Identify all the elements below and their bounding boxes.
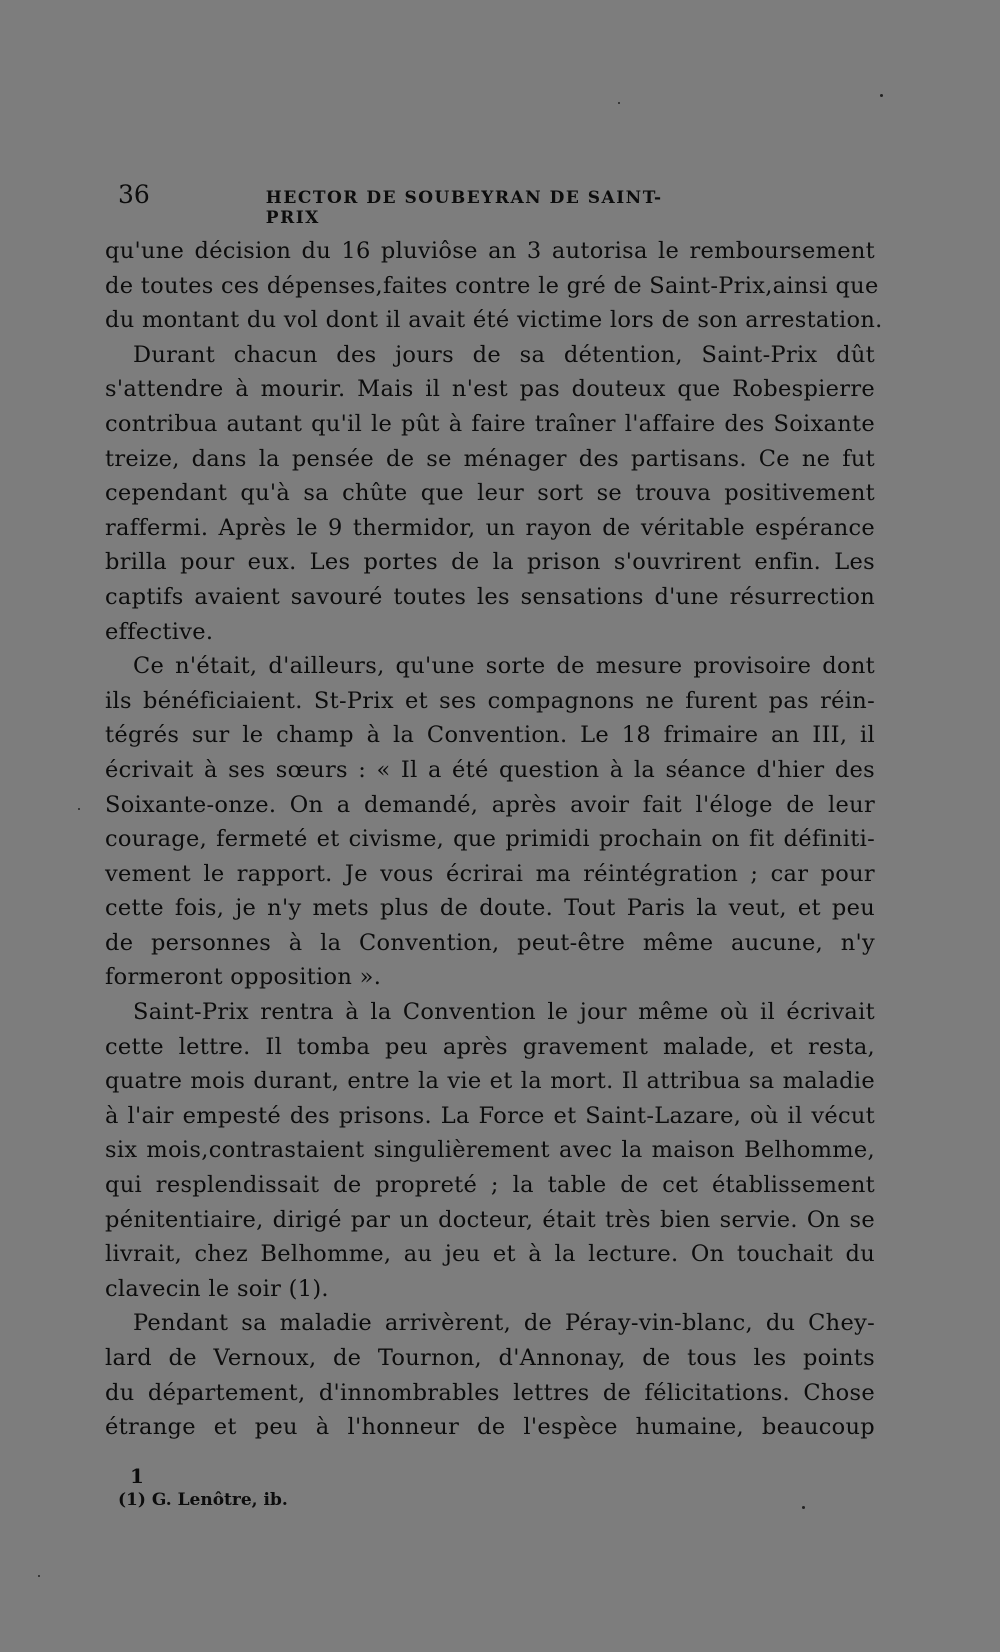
text-line: vement le rapport. Je vous écrirai ma réintégration ; car pour [105,860,875,887]
text-line: s'attendre à mourir. Mais il n'est pas douteux que Robespierre [105,376,875,403]
text-line: cependant qu'à sa chûte que leur sort se trouva positivement [105,480,875,507]
text-line: cette fois, je n'y mets plus de doute. Tout Paris la veut, et peu [105,895,875,922]
dust-speck [618,102,620,104]
text-line: livrait, chez Belhomme, au jeu et à la lecture. On touchait du [105,1241,875,1268]
text-line: écrivait à ses sœurs : « Il a été question à la séance d'hier des [105,756,875,783]
text-line: treize, dans la pensée de se ménager des partisans. Ce ne fut [105,445,875,472]
text-line: ils bénéficiaient. St-Prix et ses compagnons ne furent pas réin- [105,687,875,714]
dust-speck [802,1506,805,1509]
text-line: qu'une décision du 16 pluviôse an 3 autorisa le remboursement [105,238,875,264]
text-line: brilla pour eux. Les portes de la prison s'ouvrirent enfin. Les [105,549,875,576]
text-line: cette lettre. Il tomba peu après gravement malade, et resta, [105,1033,875,1060]
text-line: Ce n'était, d'ailleurs, qu'une sorte de mesure provisoire dont [133,653,875,680]
text-line: captifs avaient savouré toutes les sensations d'une résurrection [105,583,875,610]
text-line: raffermi. Après le 9 thermidor, un rayon de véritable espérance [105,514,875,541]
footnote: (1) G. Lenôtre, ib. [118,1490,288,1510]
text-line: Pendant sa maladie arrivèrent, de Péray-vin-blanc, du Chey- [133,1310,875,1337]
text-line: étrange et peu à l'honneur de l'espèce humaine, beaucoup [105,1414,875,1441]
dust-speck [78,808,80,810]
text-line: pénitentiaire, dirigé par un docteur, était très bien servie. On se [105,1206,875,1233]
text-line: Saint-Prix rentra à la Convention le jour même où il écrivait [133,999,875,1026]
text-line: clavecin le soir (1). [105,1275,329,1302]
dust-speck [880,94,883,97]
text-line: formeront opposition ». [105,964,382,991]
text-line: contribua autant qu'il le pût à faire traîner l'affaire des Soixante [105,410,875,437]
text-line: Durant chacun des jours de sa détention, Saint-Prix dût [133,341,875,368]
text-line: lard de Vernoux, de Tournon, d'Annonay, de tous les points [105,1345,875,1371]
running-title: HECTOR DE SOUBEYRAN DE SAINT-PRIX [265,188,663,228]
page-header [118,180,710,228]
text-line: du montant du vol dont il avait été victime lors de son arrestation. [105,307,883,334]
page-number: 36 [118,180,150,209]
text-line: quatre mois durant, entre la vie et la mort. Il attribua sa maladie [105,1068,875,1095]
text-line: du département, d'innombrables lettres de félicitations. Chose [105,1379,875,1406]
text-line: de personnes à la Convention, peut-être même aucune, n'y [105,929,875,956]
text-line: qui resplendissait de propreté ; la table de cet établissement [105,1172,875,1199]
text-line: de toutes ces dépenses,faites contre le gré de Saint-Prix,ainsi que [105,272,879,299]
text-line: Soixante-onze. On a demandé, après avoir fait l'éloge de leur [105,791,875,818]
text-line: à l'air empesté des prisons. La Force et Saint-Lazare, où il vécut [105,1102,875,1129]
footnote-mark: 1 [130,1464,144,1488]
text-line: courage, fermeté et civisme, que primidi prochain on fit définiti- [105,826,875,853]
text-line: six mois,contrastaient singulièrement avec la maison Belhomme, [105,1137,875,1164]
dust-speck [38,1575,40,1577]
body-text [105,234,883,1445]
text-line: effective. [105,618,214,645]
text-line: tégrés sur le champ à la Convention. Le 18 frimaire an III, il [105,722,875,749]
